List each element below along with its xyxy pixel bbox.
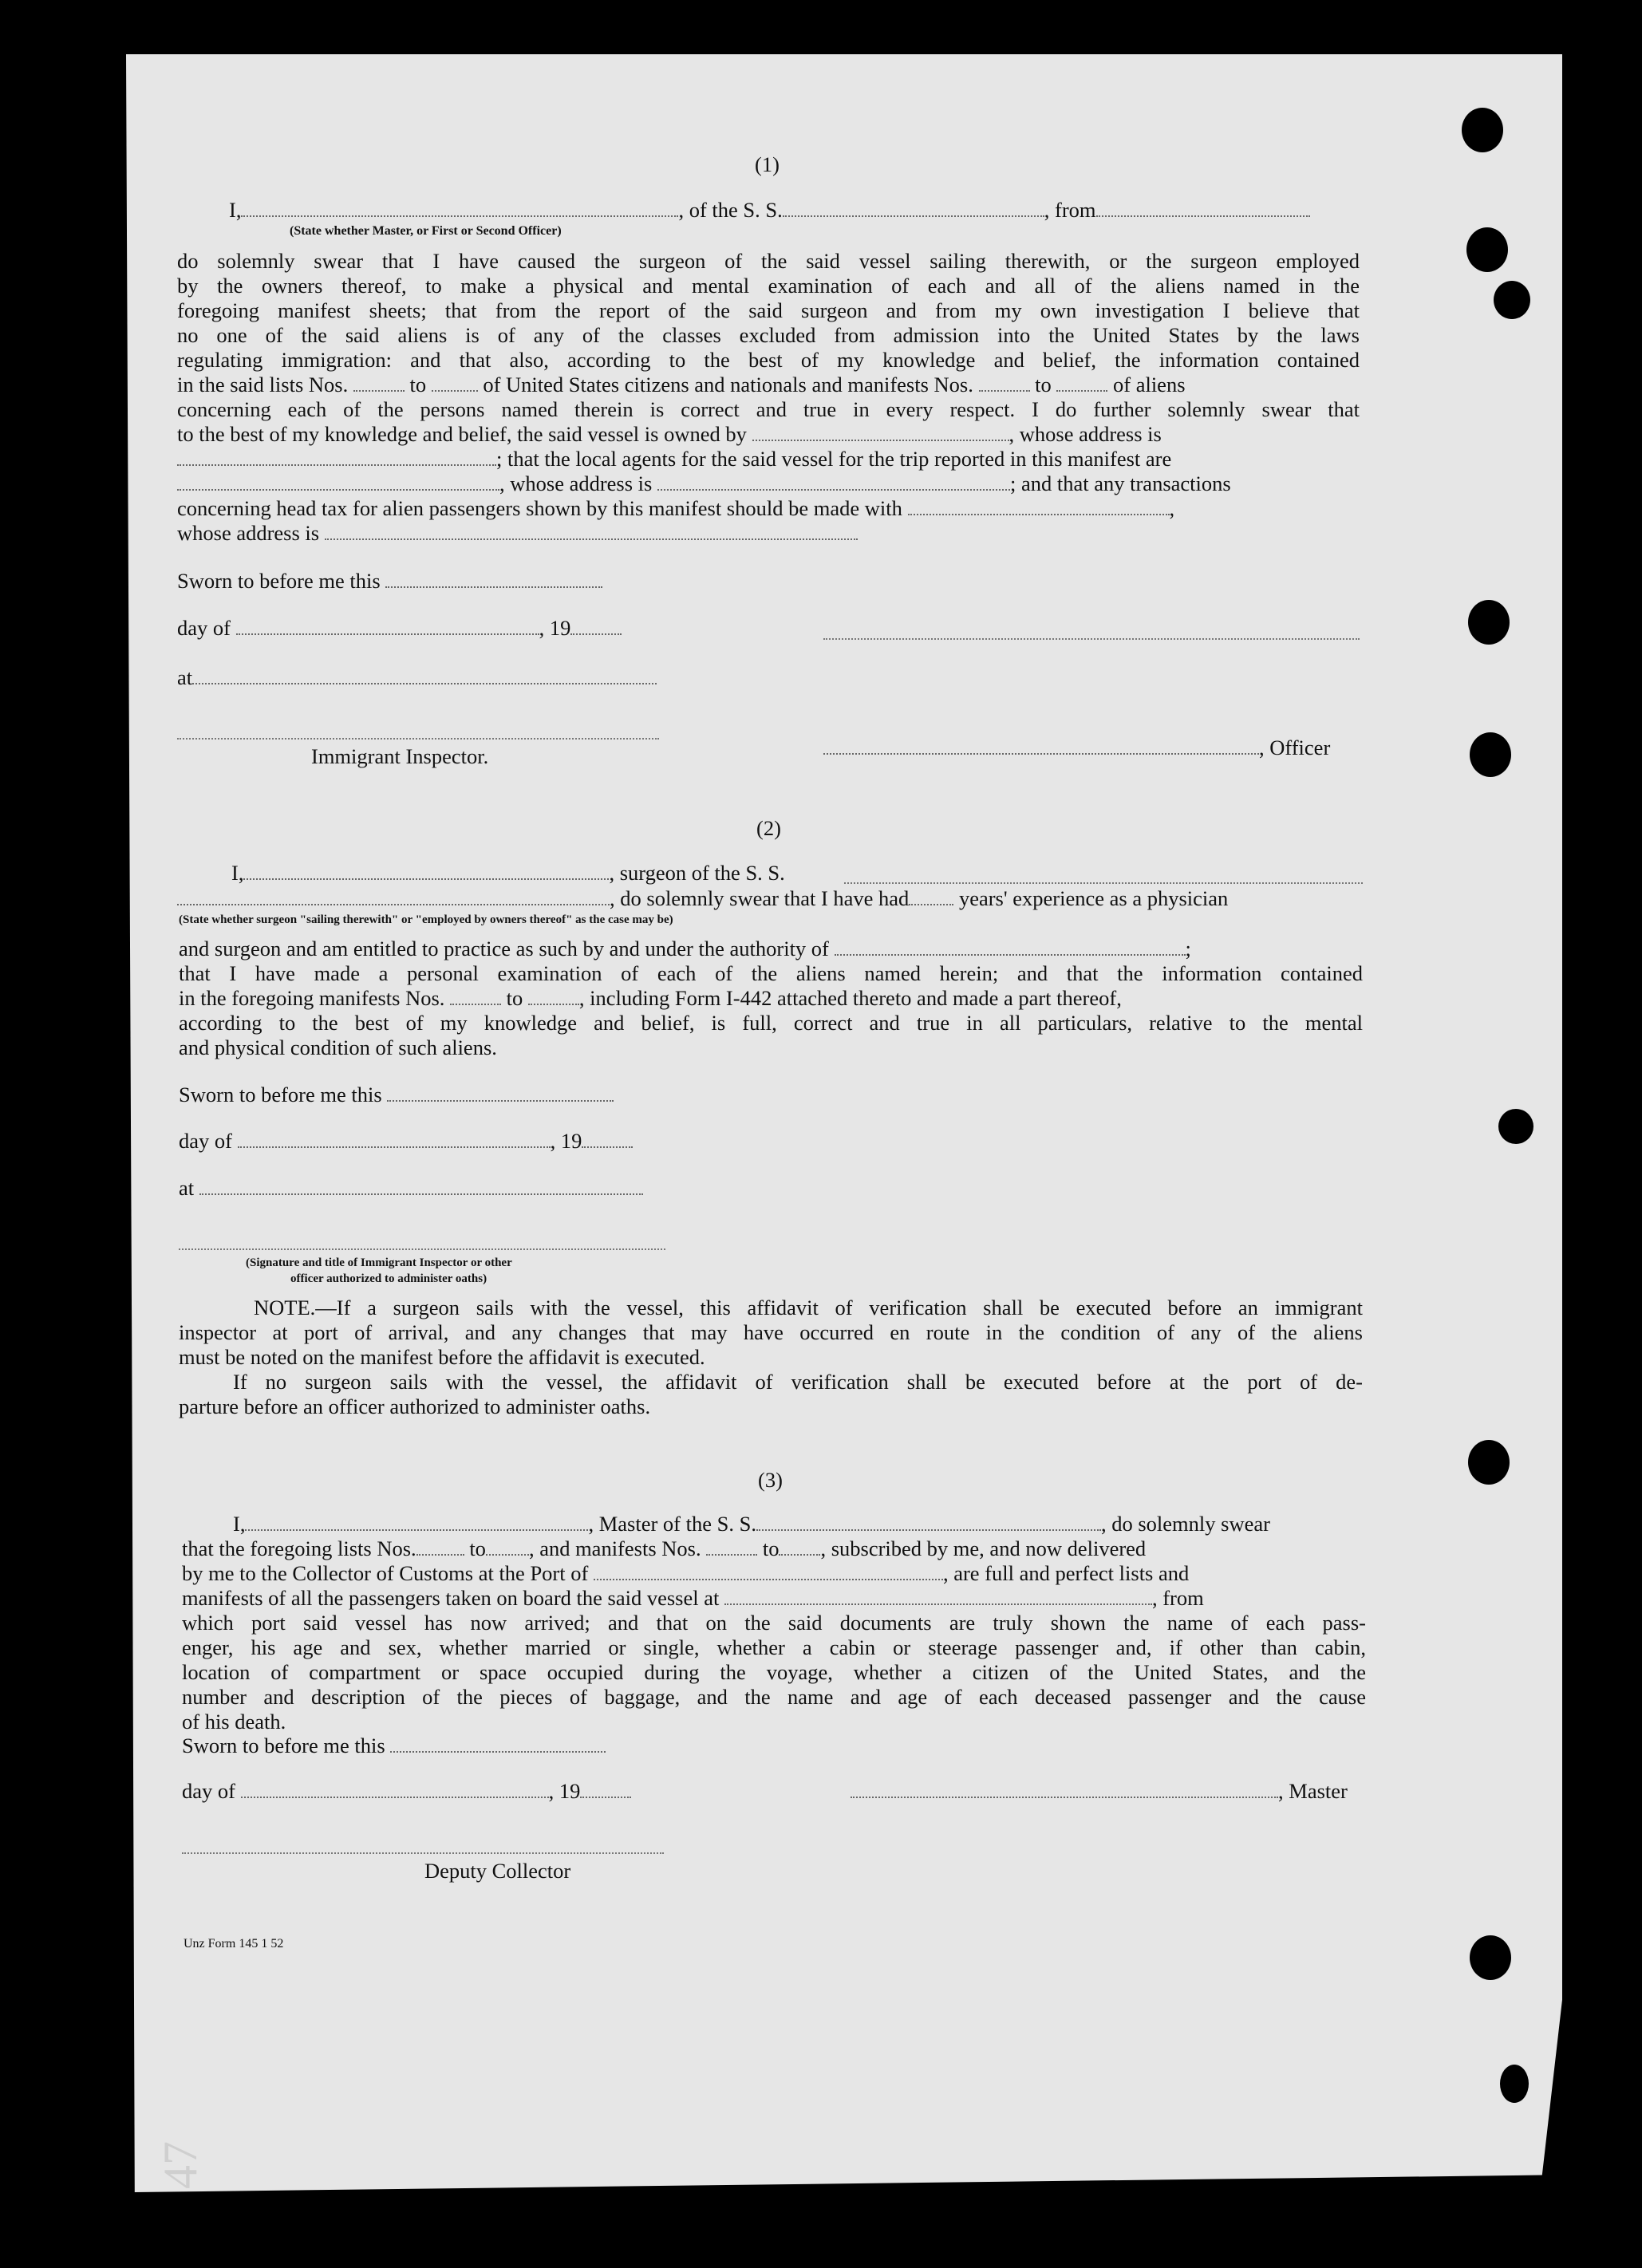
signature-note: (Signature and title of Immigrant Inspector or other (246, 1256, 512, 1269)
section-1-number: (1) (755, 152, 780, 176)
text: , from (1151, 1586, 1204, 1610)
binder-hole (1498, 1109, 1533, 1144)
authority-field[interactable] (835, 938, 1186, 956)
text: , including Form I-442 attached thereto and made a part thereof, (578, 986, 1122, 1010)
text: , (1169, 496, 1175, 520)
section-1-date-line (177, 615, 622, 641)
years-experience-field[interactable] (909, 888, 953, 905)
binder-hole (1468, 1440, 1510, 1485)
section-1-para-line: regulating immigration: and that also, according to the best of my knowledge and belief, the information contained (177, 348, 1360, 372)
master-sworn-year-field[interactable] (580, 1781, 631, 1798)
text: day of (182, 1779, 235, 1803)
text: , Master (1278, 1779, 1348, 1803)
sworn-year-field[interactable] (570, 617, 622, 635)
officer-signature (823, 735, 1330, 760)
binder-hole (1470, 732, 1511, 777)
officer-signature-line[interactable] (823, 638, 1360, 640)
text: , whose address is (1008, 422, 1162, 446)
collector-port-field[interactable] (594, 1563, 943, 1580)
text: whose address is (177, 521, 320, 545)
text: day of (177, 616, 231, 640)
text: , whose address is (499, 471, 653, 495)
binder-hole (1500, 2065, 1529, 2103)
text: day of (179, 1129, 232, 1153)
text: I, (233, 1512, 246, 1536)
section-1-para-line: foregoing manifest sheets; that from the report of the said surgeon and from my own investigation I believe that (177, 298, 1360, 322)
surgeon-sworn-day-field[interactable] (387, 1084, 614, 1102)
section-3-port-line (182, 1560, 1189, 1586)
text: to (762, 1536, 780, 1560)
section-1-para-line: by the owners thereof, to make a physical and mental examination of each and all of the aliens named in the (177, 274, 1360, 298)
deputy-collector-label: Deputy Collector (424, 1859, 571, 1883)
section-3-lists-line (182, 1536, 1146, 1561)
section-1-headtax-line (177, 495, 1174, 521)
text: ; (1185, 937, 1191, 960)
section-3-boarded-line (182, 1585, 1204, 1611)
sworn-at-field[interactable] (192, 667, 657, 684)
text: to (1035, 373, 1052, 396)
section-1-address-line (177, 520, 858, 546)
surgeon-manifests-from-field[interactable] (450, 988, 501, 1005)
surgeon-sworn-month-field[interactable] (238, 1130, 551, 1148)
text: ; that the local agents for the said vessel for the trip reported in this manifest are (496, 447, 1172, 471)
section-1-lists-line (177, 372, 1186, 397)
text: , Master of the S. S. (588, 1512, 756, 1536)
master-manifests-from-field[interactable] (706, 1538, 757, 1556)
master-manifests-to-field[interactable] (779, 1538, 820, 1556)
text: , subscribed by me, and now delivered (820, 1536, 1147, 1560)
immigrant-inspector-label: Immigrant Inspector. (311, 744, 489, 768)
section-2-number: (2) (756, 816, 781, 840)
note-line: NOTE.—If a surgeon sails with the vessel, this affidavit of verification shall be executed before an immigrant (254, 1296, 1363, 1319)
text: , of the S. S. (678, 198, 783, 222)
section-1-sworn-line (177, 568, 602, 594)
section-2-para-line: that I have made a personal examination of each of the aliens named herein; and that the information contained (179, 961, 1363, 985)
section-1-para-line: no one of the said aliens is of any of the classes excluded from admission into the United States by the laws (177, 323, 1360, 347)
text: , surgeon of the S. S. (609, 861, 785, 885)
text: , 19 (539, 616, 571, 640)
section-2-line-2 (177, 886, 1228, 911)
text: that the foregoing lists Nos. (182, 1536, 416, 1560)
officer-note: (State whether Master, or First or Second Officer) (290, 224, 562, 238)
text: I, (229, 198, 242, 222)
sworn-month-field[interactable] (236, 617, 539, 635)
section-2-para-line: and physical condition of such aliens. (179, 1035, 497, 1059)
master-lists-to-field[interactable] (486, 1538, 529, 1556)
text: , 19 (548, 1779, 581, 1803)
binder-hole (1462, 108, 1503, 152)
section-1-line-1 (229, 197, 1310, 223)
margin-mark: 47 (154, 2141, 207, 2189)
section-2-at-line (179, 1175, 643, 1201)
note-line: If no surgeon sails with the vessel, the affidavit of verification shall be executed before at the port of de- (233, 1370, 1363, 1394)
surgeon-status-field[interactable] (177, 888, 610, 905)
text: , and manifests Nos. (528, 1536, 701, 1560)
binder-hole (1494, 281, 1530, 319)
text: and surgeon and am entitled to practice as such by and under the authority of (179, 937, 829, 960)
section-3-number: (3) (758, 1468, 783, 1492)
officer-field[interactable] (823, 737, 1259, 755)
section-2-line-1 (231, 860, 785, 886)
text: years' experience as a physician (958, 886, 1229, 910)
section-3-line-1 (233, 1511, 1270, 1536)
master-officer-field[interactable] (241, 199, 678, 217)
master-signature-field[interactable] (851, 1781, 1278, 1798)
text: to (506, 986, 523, 1010)
text: at (179, 1176, 195, 1200)
section-2-sworn-line (179, 1082, 614, 1107)
text: , do solemnly swear that I have had (610, 886, 910, 910)
form-number: Unz Form 145 1 52 (184, 1937, 284, 1950)
text: to (469, 1536, 486, 1560)
text: , do solemnly swear (1100, 1512, 1270, 1536)
text: ; and that any transactions (1010, 471, 1231, 495)
surgeon-manifests-to-field[interactable] (528, 988, 579, 1005)
signature-note: officer authorized to administer oaths) (290, 1272, 487, 1285)
text: of United States citizens and nationals and manifests Nos. (483, 373, 973, 396)
section-2-authority-line (179, 936, 1191, 961)
head-tax-address-field[interactable] (325, 523, 858, 540)
text: , 19 (550, 1129, 582, 1153)
lists-from-field[interactable] (353, 374, 405, 392)
section-2-date-line (179, 1128, 633, 1154)
surgeon-signature-line[interactable] (179, 1248, 665, 1250)
note-line: parture before an officer authorized to administer oaths. (179, 1394, 651, 1418)
section-3-para-line: which port said vessel has now arrived; and that on the said documents are truly shown the name of each pass- (182, 1611, 1366, 1635)
section-3-sworn-line (182, 1733, 606, 1758)
from-port-field[interactable] (1096, 199, 1310, 217)
section-1-owner-line (177, 421, 1162, 447)
surgeon-note: (State whether surgeon "sailing therewith" or "employed by owners thereof" as the case may be) (179, 913, 673, 926)
text: Sworn to before me this (182, 1734, 385, 1757)
text: by me to the Collector of Customs at the Port of (182, 1561, 589, 1585)
text: of aliens (1113, 373, 1186, 396)
master-sworn-month-field[interactable] (241, 1781, 549, 1798)
surgeon-vessel-field[interactable] (844, 882, 1363, 884)
text: , Officer (1259, 736, 1331, 759)
text: manifests of all the passengers taken on board the said vessel at (182, 1586, 720, 1610)
note-line: inspector at port of arrival, and any changes that may have occurred en route in the condition of any of the aliens (179, 1320, 1363, 1344)
head-tax-contact-field[interactable] (908, 498, 1170, 515)
section-3-para-line: of his death. (182, 1710, 286, 1734)
text: in the said lists Nos. (177, 373, 349, 396)
text: , from (1044, 198, 1096, 222)
master-name-field[interactable] (245, 1513, 588, 1531)
section-3-para-line: enger, his age and sex, whether married or single, whether a cabin or steerage passenger and, if other than cabin, (182, 1635, 1366, 1659)
section-3-para-line: location of compartment or space occupied during the voyage, whether a citizen of the United States, and the (182, 1660, 1366, 1684)
section-1-agents-address-line (177, 471, 1231, 496)
vessel-name-field[interactable] (783, 199, 1044, 217)
binder-hole (1468, 600, 1510, 645)
lists-to-field[interactable] (432, 374, 478, 392)
master-lists-from-field[interactable] (416, 1538, 464, 1556)
text: concerning head tax for alien passengers shown by this manifest should be made with (177, 496, 902, 520)
section-3-date-line (182, 1778, 631, 1804)
owner-field[interactable] (752, 424, 1009, 441)
master-sworn-day-field[interactable] (390, 1735, 606, 1753)
section-1-para-line: concerning each of the persons named therein is correct and true in every respect. I do further solemnly swear that (177, 397, 1360, 421)
manifests-to-field[interactable] (1056, 374, 1107, 392)
binder-hole (1470, 1935, 1511, 1980)
agents-address-field[interactable] (657, 473, 1010, 491)
section-1-para-line: do solemnly swear that I have caused the surgeon of the said vessel sailing therewith, or the surgeon employed (177, 249, 1360, 273)
deputy-signature-line[interactable] (182, 1852, 664, 1854)
inspector-signature-line[interactable] (177, 738, 659, 740)
text: Sworn to before me this (179, 1083, 382, 1106)
text: , are full and perfect lists and (942, 1561, 1190, 1585)
text: Sworn to before me this (177, 569, 381, 593)
boarding-port-field[interactable] (724, 1588, 1152, 1605)
note-line: must be noted on the manifest before the affidavit is executed. (179, 1345, 705, 1369)
surgeon-sworn-at-field[interactable] (199, 1177, 643, 1195)
agents-field[interactable] (177, 473, 499, 491)
section-1-at-line (177, 665, 657, 690)
surgeon-name-field[interactable] (243, 862, 609, 880)
master-vessel-field[interactable] (756, 1513, 1101, 1531)
surgeon-sworn-year-field[interactable] (582, 1130, 633, 1148)
text: to (409, 373, 427, 396)
section-1-agents-line (177, 446, 1171, 471)
sworn-day-field[interactable] (385, 570, 602, 588)
binder-hole (1466, 227, 1508, 272)
section-2-para-line: according to the best of my knowledge and belief, is full, correct and true in all particulars, relative to the mental (179, 1011, 1363, 1035)
text: to the best of my knowledge and belief, the said vessel is owned by (177, 422, 747, 446)
text: at (177, 665, 193, 689)
owner-address-field[interactable] (177, 448, 496, 466)
text: in the foregoing manifests Nos. (179, 986, 445, 1010)
section-3-para-line: number and description of the pieces of baggage, and the name and age of each deceased passenger and the cause (182, 1685, 1366, 1709)
master-signature (851, 1778, 1348, 1804)
manifests-from-field[interactable] (979, 374, 1030, 392)
text: I, (231, 861, 244, 885)
section-2-manifests-line (179, 985, 1122, 1011)
